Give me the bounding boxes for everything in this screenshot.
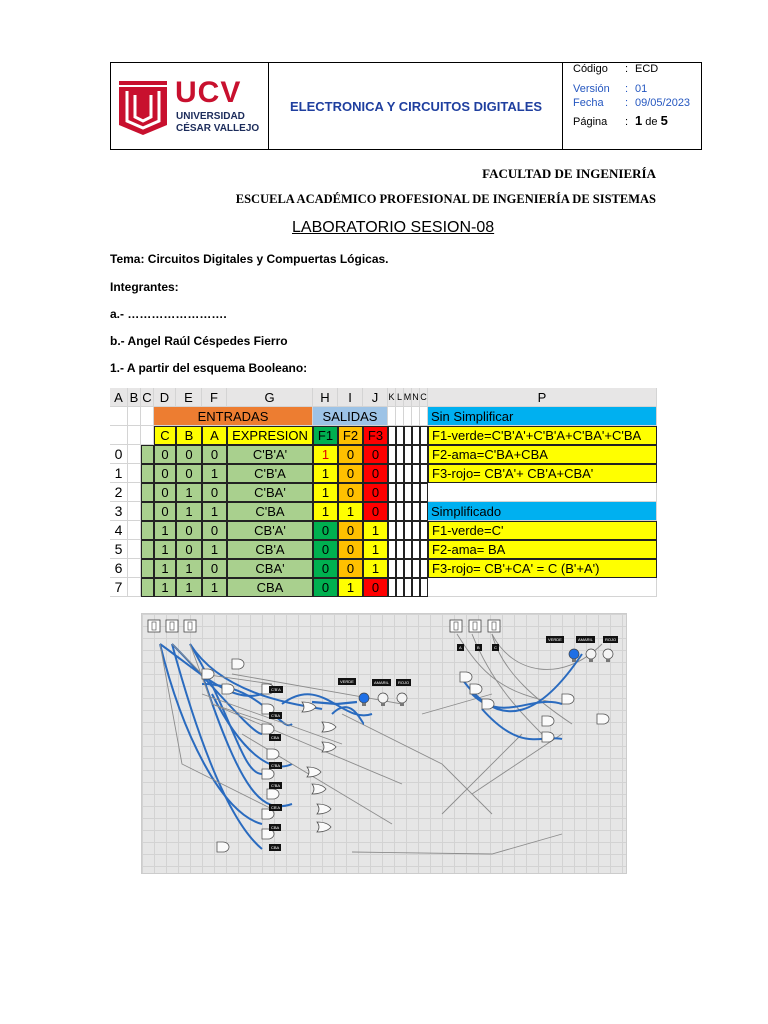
entradas-header: ENTRADAS bbox=[154, 407, 313, 426]
input-c: 1 bbox=[154, 578, 176, 597]
sheet-cell bbox=[141, 464, 154, 483]
faculty-title: FACULTAD DE INGENIERÍA bbox=[482, 166, 656, 181]
wire bbox=[442, 734, 522, 814]
and-gate-icon bbox=[542, 732, 554, 742]
column-header: F bbox=[202, 388, 227, 407]
meta-fecha: Fecha : 09/05/2023 bbox=[573, 97, 691, 109]
input-b: 1 bbox=[176, 559, 202, 578]
input-c: 0 bbox=[154, 464, 176, 483]
component-label: CBA bbox=[271, 845, 280, 850]
component-label: AMARIL bbox=[578, 637, 593, 642]
column-header: P bbox=[428, 388, 657, 407]
sheet-cell bbox=[404, 578, 412, 597]
light-bulb-icon bbox=[397, 693, 407, 703]
sheet-cell bbox=[388, 521, 396, 540]
row-number: 0 bbox=[110, 445, 128, 464]
input-b: 1 bbox=[176, 483, 202, 502]
sheet-cell bbox=[388, 540, 396, 559]
output-f3: 0 bbox=[363, 578, 388, 597]
output-f1: 0 bbox=[313, 578, 338, 597]
column-header: H bbox=[313, 388, 338, 407]
component-label: CBA bbox=[271, 735, 280, 740]
sheet-cell bbox=[396, 502, 404, 521]
document-header bbox=[110, 62, 702, 150]
input-a: 0 bbox=[202, 559, 227, 578]
p-cell-4 bbox=[428, 483, 657, 502]
sheet-cell bbox=[388, 578, 396, 597]
sheet-cell bbox=[141, 521, 154, 540]
sheet-cell bbox=[420, 521, 428, 540]
sheet-cell bbox=[420, 540, 428, 559]
sheet-cell bbox=[412, 483, 420, 502]
input-c: 1 bbox=[154, 559, 176, 578]
output-f1: 1 bbox=[313, 464, 338, 483]
output-f3: 0 bbox=[363, 483, 388, 502]
sheet-cell bbox=[412, 521, 420, 540]
wire bbox=[472, 734, 562, 794]
sheet-cell bbox=[128, 464, 141, 483]
sheet-cell bbox=[420, 559, 428, 578]
p-cell-3: F3-rojo= CB'A'+ CB'A+CBA' bbox=[428, 464, 657, 483]
header-divider bbox=[562, 63, 563, 149]
sheet-cell bbox=[388, 445, 396, 464]
column-header: I bbox=[338, 388, 363, 407]
and-gate-icon bbox=[460, 672, 472, 682]
p-cell-7: F2-ama= BA bbox=[428, 540, 657, 559]
sheet-cell bbox=[412, 559, 420, 578]
input-a: 1 bbox=[202, 464, 227, 483]
input-a: 0 bbox=[202, 445, 227, 464]
column-header: E bbox=[176, 388, 202, 407]
component-label: VERDE bbox=[548, 637, 562, 642]
meta-pagina: Página : 1 de 5 bbox=[573, 113, 668, 128]
component-label: AMARIL bbox=[374, 680, 389, 685]
sheet-cell bbox=[420, 578, 428, 597]
and-gate-icon bbox=[597, 714, 609, 724]
expression: CB'A' bbox=[227, 521, 313, 540]
output-f3: 0 bbox=[363, 464, 388, 483]
sheet-cell bbox=[412, 502, 420, 521]
sheet-cell bbox=[141, 540, 154, 559]
wire bbox=[352, 834, 562, 854]
school-title: ESCUELA ACADÉMICO PROFESIONAL DE INGENIERÍA DE SISTEMAS bbox=[235, 192, 656, 206]
and-gate-icon bbox=[232, 659, 244, 669]
sheet-cell bbox=[388, 483, 396, 502]
or-gate-icon bbox=[312, 784, 326, 794]
output-f3: 0 bbox=[363, 445, 388, 464]
sheet-cell bbox=[388, 407, 396, 426]
member-b: b.- Angel Raúl Céspedes Fierro bbox=[110, 334, 288, 348]
component-label: C'BA bbox=[271, 783, 280, 788]
sheet-cell bbox=[420, 407, 428, 426]
or-gate-icon bbox=[317, 822, 331, 832]
logo-line1: UNIVERSIDAD bbox=[176, 111, 245, 122]
sheet-cell bbox=[420, 483, 428, 502]
salidas-header: SALIDAS bbox=[313, 407, 388, 426]
p-cell-5: Simplificado bbox=[428, 502, 657, 521]
sheet-cell bbox=[388, 426, 396, 445]
sheet-cell bbox=[128, 502, 141, 521]
sheet-cell bbox=[396, 540, 404, 559]
output-f1: 1 bbox=[313, 483, 338, 502]
circuit-simulation-unsimplified bbox=[141, 613, 627, 874]
input-c: 1 bbox=[154, 540, 176, 559]
output-f3: 1 bbox=[363, 521, 388, 540]
row-number: 7 bbox=[110, 578, 128, 597]
component-label: B bbox=[477, 645, 480, 650]
input-c: 0 bbox=[154, 483, 176, 502]
input-b: 0 bbox=[176, 464, 202, 483]
expression: CB'A bbox=[227, 540, 313, 559]
wire bbox=[472, 634, 542, 734]
input-a: 1 bbox=[202, 578, 227, 597]
p-cell-9 bbox=[428, 578, 657, 597]
output-f2: 1 bbox=[338, 502, 363, 521]
sheet-cell bbox=[128, 426, 141, 445]
sheet-cell bbox=[396, 578, 404, 597]
output-f2: 0 bbox=[338, 521, 363, 540]
topic-line: Tema: Circuitos Digitales y Compuertas Lógicas. bbox=[110, 252, 389, 266]
light-bulb-icon bbox=[586, 649, 596, 659]
meta-codigo: Código : ECD bbox=[573, 63, 659, 75]
logo-line2: CÉSAR VALLEJO bbox=[176, 123, 260, 134]
and-gate-icon bbox=[262, 769, 274, 779]
row-number: 6 bbox=[110, 559, 128, 578]
sheet-cell bbox=[404, 483, 412, 502]
column-header: C bbox=[420, 388, 428, 407]
sheet-cell bbox=[128, 483, 141, 502]
column-header: N bbox=[412, 388, 420, 407]
or-gate-icon bbox=[302, 702, 316, 712]
expression: CBA bbox=[227, 578, 313, 597]
component-label: A bbox=[459, 645, 462, 650]
sheet-cell bbox=[396, 483, 404, 502]
expression-header: EXPRESION bbox=[227, 426, 313, 445]
sheet-cell bbox=[412, 426, 420, 445]
input-b: 1 bbox=[176, 502, 202, 521]
sheet-cell bbox=[412, 445, 420, 464]
input-b: 1 bbox=[176, 578, 202, 597]
input-a: 0 bbox=[202, 521, 227, 540]
truth-table-spreadsheet bbox=[110, 386, 657, 606]
or-gate-icon bbox=[322, 742, 336, 752]
output-f2: 1 bbox=[338, 578, 363, 597]
sheet-cell bbox=[388, 464, 396, 483]
input-a: 1 bbox=[202, 540, 227, 559]
course-title: ELECTRONICA Y CIRCUITOS DIGITALES bbox=[289, 98, 543, 114]
sheet-cell bbox=[110, 426, 128, 445]
and-gate-icon bbox=[267, 749, 279, 759]
sheet-cell bbox=[404, 445, 412, 464]
sheet-cell bbox=[420, 426, 428, 445]
output-f2: 0 bbox=[338, 559, 363, 578]
output-f2: 0 bbox=[338, 445, 363, 464]
sheet-cell bbox=[388, 559, 396, 578]
wire bbox=[312, 702, 357, 704]
sheet-cell bbox=[412, 578, 420, 597]
sheet-cell bbox=[141, 578, 154, 597]
sheet-cell bbox=[141, 502, 154, 521]
expression: CBA' bbox=[227, 559, 313, 578]
sheet-cell bbox=[128, 521, 141, 540]
expression: C'BA bbox=[227, 502, 313, 521]
ucv-shield-icon bbox=[117, 77, 169, 137]
sheet-cell bbox=[128, 445, 141, 464]
output-f1: 1 bbox=[313, 445, 338, 464]
f1-header: F1 bbox=[313, 426, 338, 445]
column-header: L bbox=[396, 388, 404, 407]
sheet-cell bbox=[396, 445, 404, 464]
and-gate-icon bbox=[267, 789, 279, 799]
output-f3: 1 bbox=[363, 559, 388, 578]
sheet-cell bbox=[404, 426, 412, 445]
sheet-cell bbox=[128, 578, 141, 597]
p-cell-0: Sin Simplificar bbox=[428, 407, 657, 426]
sheet-cell bbox=[128, 407, 141, 426]
light-bulb-icon bbox=[569, 649, 579, 659]
input-b: 0 bbox=[176, 540, 202, 559]
and-gate-icon bbox=[562, 694, 574, 704]
and-gate-icon bbox=[482, 699, 494, 709]
header-divider bbox=[268, 63, 269, 149]
and-gate-icon bbox=[217, 842, 229, 852]
wire bbox=[342, 714, 492, 814]
f3-header: F3 bbox=[363, 426, 388, 445]
output-f2: 0 bbox=[338, 464, 363, 483]
component-label: ROJO bbox=[605, 637, 617, 642]
input-c: 0 bbox=[154, 502, 176, 521]
row-number: 2 bbox=[110, 483, 128, 502]
sheet-cell bbox=[110, 407, 128, 426]
component-label: VERDE bbox=[340, 679, 354, 684]
sheet-cell bbox=[420, 445, 428, 464]
members-heading: Integrantes: bbox=[110, 280, 179, 294]
sheet-cell bbox=[141, 426, 154, 445]
sheet-cell bbox=[412, 540, 420, 559]
var-header-c: C bbox=[154, 426, 176, 445]
sheet-cell bbox=[412, 464, 420, 483]
component-label: CBA bbox=[271, 825, 280, 830]
row-number: 4 bbox=[110, 521, 128, 540]
output-f1: 1 bbox=[313, 502, 338, 521]
sheet-cell bbox=[396, 559, 404, 578]
wire bbox=[212, 694, 292, 766]
and-gate-icon bbox=[262, 724, 274, 734]
p-cell-8: F3-rojo= CB'+CA' = C (B'+A') bbox=[428, 559, 657, 578]
light-bulb-icon bbox=[378, 693, 388, 703]
sheet-cell bbox=[141, 483, 154, 502]
column-header: A bbox=[110, 388, 128, 407]
output-f1: 0 bbox=[313, 559, 338, 578]
p-cell-6: F1-verde=C' bbox=[428, 521, 657, 540]
component-label: C'B'A bbox=[271, 687, 281, 692]
var-header-b: B bbox=[176, 426, 202, 445]
output-f1: 0 bbox=[313, 540, 338, 559]
row-number: 3 bbox=[110, 502, 128, 521]
light-bulb-icon bbox=[603, 649, 613, 659]
sheet-cell bbox=[128, 559, 141, 578]
row-number: 5 bbox=[110, 540, 128, 559]
sheet-cell bbox=[396, 426, 404, 445]
expression: C'B'A bbox=[227, 464, 313, 483]
or-gate-icon bbox=[322, 722, 336, 732]
step-1: 1.- A partir del esquema Booleano: bbox=[110, 361, 308, 375]
f2-header: F2 bbox=[338, 426, 363, 445]
wire bbox=[332, 707, 364, 724]
wire bbox=[422, 694, 492, 714]
component-label: C'BA bbox=[271, 763, 280, 768]
sheet-cell bbox=[396, 521, 404, 540]
output-f3: 1 bbox=[363, 540, 388, 559]
component-label: C bbox=[494, 645, 497, 650]
column-header: G bbox=[227, 388, 313, 407]
p-cell-2: F2-ama=C'BA+CBA bbox=[428, 445, 657, 464]
sheet-cell bbox=[404, 407, 412, 426]
or-gate-icon bbox=[307, 767, 321, 777]
sheet-cell bbox=[396, 407, 404, 426]
input-a: 1 bbox=[202, 502, 227, 521]
logo-brand: UCV bbox=[175, 76, 242, 109]
row-number: 1 bbox=[110, 464, 128, 483]
input-a: 0 bbox=[202, 483, 227, 502]
column-header: M bbox=[404, 388, 412, 407]
sheet-cell bbox=[141, 445, 154, 464]
input-b: 0 bbox=[176, 521, 202, 540]
p-cell-1: F1-verde=C'B'A'+C'B'A+C'BA'+C'BA bbox=[428, 426, 657, 445]
lab-title: LABORATORIO SESION-08 bbox=[292, 219, 495, 236]
expression: C'BA' bbox=[227, 483, 313, 502]
component-label: C'BA bbox=[271, 713, 280, 718]
sheet-cell bbox=[404, 521, 412, 540]
component-label: ROJO bbox=[398, 680, 410, 685]
output-f2: 0 bbox=[338, 483, 363, 502]
sheet-cell bbox=[420, 502, 428, 521]
sheet-cell bbox=[404, 502, 412, 521]
and-gate-icon bbox=[202, 669, 214, 679]
light-bulb-icon bbox=[359, 693, 369, 703]
output-f1: 0 bbox=[313, 521, 338, 540]
expression: C'B'A' bbox=[227, 445, 313, 464]
sheet-cell bbox=[404, 559, 412, 578]
component-label: CB'A bbox=[271, 805, 280, 810]
input-c: 1 bbox=[154, 521, 176, 540]
column-header: D bbox=[154, 388, 176, 407]
var-header-a: A bbox=[202, 426, 227, 445]
column-header: C bbox=[141, 388, 154, 407]
and-gate-icon bbox=[470, 684, 482, 694]
sheet-cell bbox=[404, 540, 412, 559]
ucv-logo bbox=[117, 77, 265, 139]
sheet-cell bbox=[141, 559, 154, 578]
column-header: B bbox=[128, 388, 141, 407]
column-header: K bbox=[388, 388, 396, 407]
input-b: 0 bbox=[176, 445, 202, 464]
sheet-cell bbox=[420, 464, 428, 483]
column-header: J bbox=[363, 388, 388, 407]
and-gate-icon bbox=[222, 684, 234, 694]
sheet-cell bbox=[396, 464, 404, 483]
meta-version: Versión : 01 bbox=[573, 83, 648, 95]
sheet-cell bbox=[388, 502, 396, 521]
output-f3: 0 bbox=[363, 502, 388, 521]
and-gate-icon bbox=[542, 716, 554, 726]
input-c: 0 bbox=[154, 445, 176, 464]
sheet-cell bbox=[128, 540, 141, 559]
sheet-cell bbox=[404, 464, 412, 483]
output-f2: 0 bbox=[338, 540, 363, 559]
sheet-cell bbox=[412, 407, 420, 426]
sheet-cell bbox=[141, 407, 154, 426]
member-a: a.- ……………………. bbox=[110, 307, 227, 321]
or-gate-icon bbox=[317, 804, 331, 814]
